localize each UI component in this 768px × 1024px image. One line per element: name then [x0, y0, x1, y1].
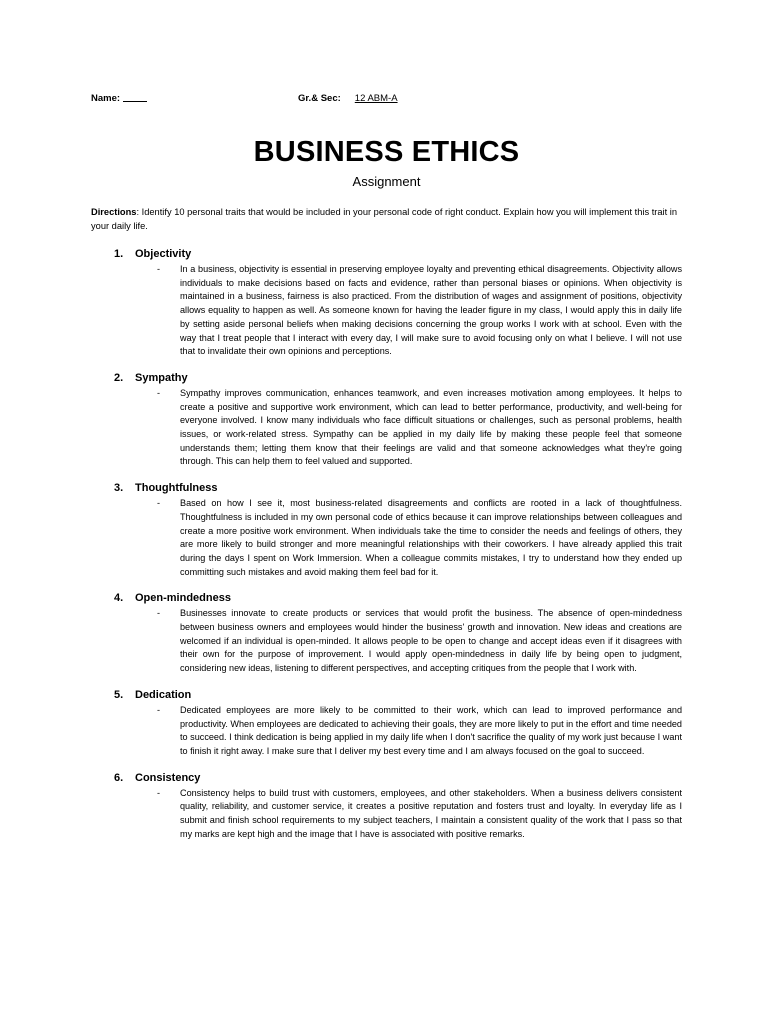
trait-number: 4.: [114, 592, 124, 605]
traits-list: [91, 247, 682, 842]
name-label: Name:: [91, 93, 121, 104]
trait-heading: [91, 481, 682, 495]
trait-heading: [91, 247, 682, 261]
trait-title: Thoughtfulness: [135, 482, 218, 495]
trait-number: 1.: [114, 248, 124, 260]
trait-item: [91, 591, 682, 676]
bullet-dash: -: [157, 608, 161, 619]
trait-explanation: [91, 387, 682, 469]
trait-title: Objectivity: [135, 248, 192, 260]
grade-value: 12 ABM-A: [354, 93, 398, 104]
trait-title: Dedication: [135, 688, 192, 701]
trait-text: Sympathy improves communication, enhances teamwork, and even increases motivation among employees. It helps to create a positive and supportive work environment, which can lead to better performance, productivity, and well-being for everyone involved. I know many individuals who face difficult situations or challenges, such as personal problems, health issues, or work-related stress. Sympathy can be applied in my daily life by making these people feel that someone understands them; letting them know that their feelings are valid and that someone acknowledges what they're going through. This can help them to feel valued and supported.: [180, 387, 682, 467]
document-title: BUSINESS ETHICS: [253, 136, 520, 168]
trait-text: Businesses innovate to create products or services that would profit the business. The absence of open-mindedness between business owners and employees would hinder the business' growth and innovation. New ideas and creations are welcomed if an individual is open-minded. It allows people to be open to change and accept ideas even if it disagrees with their own for the purpose of improvement. I would apply open-mindedness in daily life by being open to judgment, considering new ideas, listening to different perspectives, and accepting critiques from the people that I work with.: [180, 608, 682, 674]
trait-explanation: [91, 263, 682, 359]
trait-explanation: [91, 704, 682, 759]
document-subtitle: Assignment: [352, 174, 421, 189]
trait-item: [91, 481, 682, 579]
trait-item: [91, 371, 682, 469]
trait-explanation: [91, 607, 682, 676]
trait-text: Based on how I see it, most business-related disagreements and conflicts are rooted in a lack of thoughtfulness. Thoughtfulness is included in my own personal code of ethics because it can improve relationships between colleagues and create a more positive work environment. When individuals take the time to consider the needs and feelings of others, they are more likely to build stronger and more meaningful relationships with their coworkers. I have already applied this trait during the days I spent on Work Immersion. When a colleague commits mistakes, I try to understand how they ended up committing such mistakes and avoid making them feel bad for it.: [180, 498, 682, 577]
trait-heading: [91, 771, 682, 785]
trait-number: 6.: [114, 771, 124, 784]
bullet-dash: -: [157, 264, 161, 274]
trait-explanation: [91, 497, 682, 579]
bullet-dash: -: [157, 787, 161, 798]
header-row: [91, 93, 682, 107]
directions-text: : Identify 10 personal traits that would be included in your personal code of right conduct. Explain how you will implement this trait in your daily life.: [91, 207, 678, 231]
bullet-dash: -: [157, 387, 161, 398]
bullet-dash: -: [157, 704, 161, 715]
trait-number: 5.: [114, 688, 124, 701]
trait-number: 2.: [114, 371, 124, 384]
trait-text: Consistency helps to build trust with customers, employees, and other stakeholders. When a business delivers consistent quality, reliability, and customer service, it creates a positive reputation and fosters trust and loyalty. In everyday life as I submit and finish school requirements to my subject teachers, I maintain a consistent quality of the work that I pass so that my marks are kept high and the image that I have is associated with positive remarks.: [180, 787, 682, 839]
grade-label: Gr.& Sec:: [298, 93, 341, 104]
trait-title: Open-mindedness: [135, 592, 231, 605]
trait-heading: [91, 371, 682, 385]
directions: [91, 206, 682, 233]
name-blank-line: [123, 101, 147, 102]
name-field: [91, 93, 147, 104]
directions-label: Directions: [91, 207, 137, 217]
grade-section-field: [298, 93, 398, 104]
trait-text: In a business, objectivity is essential in preserving employee loyalty and preventing ethical disagreements. Objectivity allows individuals to make decisions based on facts and evidence, rather than personal biases or opinions. When objectivity is maintained in a business, fairness is also practiced. From the distribution of wages and assignment of positions, objectivity allows equality to happen as well. As someone known for having the leader figure in my class, I would apply this in daily life by setting aside personal beliefs when making decisions concerning the group works I work with at school. Even with the way that I treat people that I interact with every day, I will make sure to avoid focusing only on what I believe. I will not use that to invalidate their own opinions and perceptions.: [180, 264, 682, 357]
trait-number: 3.: [114, 482, 124, 495]
trait-item: [91, 771, 682, 842]
trait-heading: [91, 591, 682, 605]
trait-item: [91, 688, 682, 759]
trait-text: Dedicated employees are more likely to be committed to their work, which can lead to improved performance and productivity. When employees are dedicated to achieving their goals, they are more likely to put in the effort and time needed to succeed. I think dedication is being applied in my daily life when I don't sacrifice the quality of my work just because I want to finish it right away. I make sure that I deliver my best every time and I am always focused on the goal to succeed.: [180, 704, 682, 756]
trait-title: Consistency: [135, 771, 201, 784]
trait-explanation: [91, 787, 682, 842]
bullet-dash: -: [157, 498, 161, 509]
trait-heading: [91, 688, 682, 702]
trait-item: [91, 247, 682, 359]
trait-title: Sympathy: [135, 371, 188, 384]
